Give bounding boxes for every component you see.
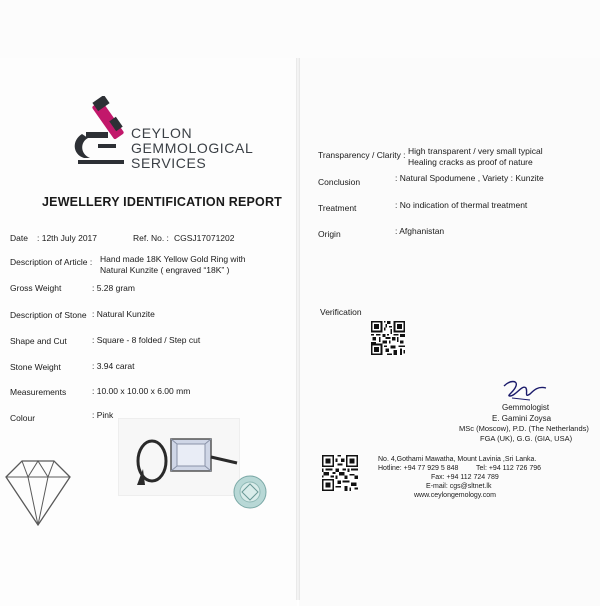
description-stone-label: Description of Stone xyxy=(10,310,87,320)
shape-cut-label: Shape and Cut xyxy=(10,336,67,346)
transparency-value-1: High transparent / very small typical xyxy=(408,146,543,156)
signature-icon xyxy=(500,376,550,404)
qr-code-icon xyxy=(322,455,358,491)
shape-cut-value: : Square - 8 folded / Step cut xyxy=(92,335,201,345)
contact-hotline: Hotline: +94 77 929 5 848 xyxy=(378,465,459,472)
description-article-value-1: Hand made 18K Yellow Gold Ring with xyxy=(100,254,246,264)
treatment-label: Treatment xyxy=(318,203,357,213)
stone-weight-label: Stone Weight xyxy=(10,362,61,372)
logo-line-1: CEYLON xyxy=(131,125,193,141)
transparency-label: Transparency / Clarity : xyxy=(318,150,406,160)
date-value: : 12th July 2017 xyxy=(37,233,98,243)
gross-weight-value: : 5.28 gram xyxy=(92,283,135,293)
description-article-value-2: Natural Kunzite ( engraved “18K” ) xyxy=(100,265,230,275)
diamond-outline-icon xyxy=(0,455,75,530)
signatory-name: E. Gamini Zoysa xyxy=(492,414,552,423)
origin-label: Origin xyxy=(318,229,341,239)
stone-weight-value: : 3.94 carat xyxy=(92,361,135,371)
ring-photo-icon xyxy=(119,419,239,495)
ring-photo xyxy=(118,418,240,496)
description-article-label: Description of Article : xyxy=(10,257,93,267)
qr-code-icon xyxy=(371,321,405,355)
colour-value: : Pink xyxy=(92,410,114,420)
description-stone-value: : Natural Kunzite xyxy=(92,309,155,319)
signatory-cred-2: FGA (UK), G.G. (GIA, USA) xyxy=(480,434,573,443)
contact-address: No. 4,Gothami Mawatha, Mount Lavinia ,Sri Lanka. xyxy=(378,456,537,463)
logo-line-3: SERVICES xyxy=(131,155,207,171)
contact-fax: Fax: +94 112 724 789 xyxy=(431,474,499,481)
colour-label: Colour xyxy=(10,413,36,423)
conclusion-label: Conclusion xyxy=(318,177,361,187)
ref-label: Ref. No. : xyxy=(133,233,169,243)
contact-web: www.ceylongemology.com xyxy=(414,492,496,499)
ref-value: CGSJ17071202 xyxy=(174,233,235,243)
treatment-value: : No indication of thermal treatment xyxy=(395,200,528,210)
contact-tel: Tel: +94 112 726 796 xyxy=(476,465,542,472)
right-page xyxy=(299,58,600,606)
measurements-label: Measurements xyxy=(10,387,67,397)
page-fold xyxy=(296,58,300,600)
report-title: JEWELLERY IDENTIFICATION REPORT xyxy=(42,195,283,209)
microscope-logo-icon xyxy=(68,96,136,166)
logo-line-2: GEMMOLOGICAL xyxy=(131,140,254,156)
signatory-cred-1: MSc (Moscow), P.D. (The Netherlands) xyxy=(459,424,589,433)
gross-weight-label: Gross Weight xyxy=(10,283,62,293)
signatory-title: Gemmologist xyxy=(502,403,550,412)
transparency-value-2: Healing cracks as proof of nature xyxy=(408,157,533,167)
hologram-sticker-icon xyxy=(232,474,268,510)
measurements-value: : 10.00 x 10.00 x 6.00 mm xyxy=(92,386,191,396)
conclusion-value: : Natural Spodumene , Variety : Kunzite xyxy=(395,173,544,183)
verification-label: Verification xyxy=(320,307,362,317)
contact-email: E-mail: cgs@sltnet.lk xyxy=(426,483,492,490)
date-label: Date xyxy=(10,233,28,243)
origin-value: : Afghanistan xyxy=(395,226,445,236)
